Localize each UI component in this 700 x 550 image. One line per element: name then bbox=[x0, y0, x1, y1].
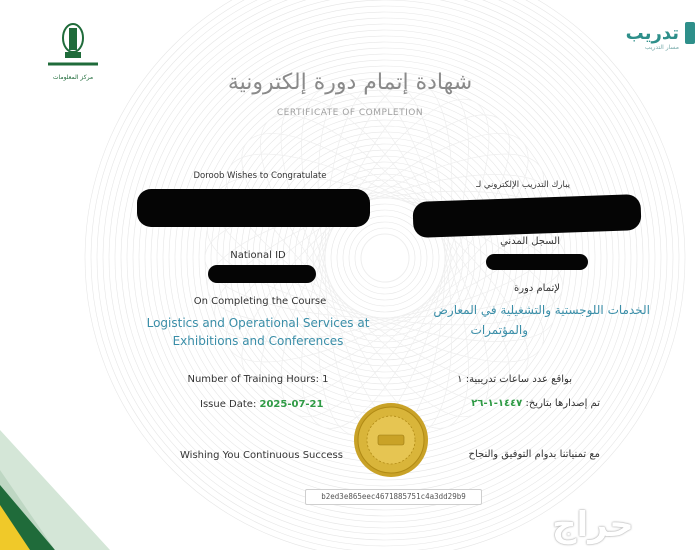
course-name-ar-line1: الخدمات اللوجستية والتشغيلية في المعارض bbox=[433, 303, 650, 317]
brand-mark-icon bbox=[685, 22, 695, 44]
national-id-label-en: National ID bbox=[230, 250, 286, 261]
palm-emblem-icon bbox=[28, 20, 118, 68]
title-english: CERTIFICATE OF COMPLETION bbox=[276, 108, 424, 118]
right-brand-subtitle: مسار التدريب bbox=[644, 44, 679, 51]
issue-date-value-ar: ١٤٤٧-١-٢٦ bbox=[471, 398, 523, 409]
issue-date-ar bbox=[440, 398, 600, 409]
wishing-en: Wishing You Continuous Success bbox=[180, 450, 343, 461]
wishing-ar: مع تمنياتنا بدوام التوفيق والنجاح bbox=[468, 449, 600, 460]
redacted-id-en bbox=[208, 265, 316, 283]
issue-date-en bbox=[200, 399, 350, 410]
gold-seal-icon bbox=[354, 403, 428, 477]
issue-date-value-en: 2025-07-21 bbox=[259, 399, 324, 410]
haraj-watermark: حراج bbox=[552, 505, 634, 545]
congratulate-ar: يبارك التدريب الإلكتروني لـ bbox=[476, 180, 570, 190]
issue-date-label-ar: تم إصدارها بتاريخ: bbox=[525, 398, 600, 409]
course-name-ar-line2: والمؤتمرات bbox=[470, 323, 528, 337]
issue-date-label-en: Issue Date: bbox=[200, 399, 257, 410]
course-name-en-line1: Logistics and Operational Services at bbox=[146, 316, 370, 330]
training-hours-ar: بواقع عدد ساعات تدريبية: ١ bbox=[457, 374, 572, 385]
training-hours-en: Number of Training Hours: 1 bbox=[187, 374, 329, 385]
right-brand-logo bbox=[600, 22, 695, 62]
left-org-text: مركز المعلومات bbox=[52, 74, 94, 81]
completing-label-en: On Completing the Course bbox=[193, 296, 327, 307]
redacted-name-en bbox=[137, 189, 370, 227]
course-name-en-line2: Exhibitions and Conferences bbox=[172, 334, 344, 348]
left-org-logo bbox=[28, 20, 118, 90]
right-brand-text: تدريب bbox=[625, 22, 679, 44]
national-id-label-ar: السجل المدني bbox=[500, 236, 560, 247]
redacted-id-ar bbox=[486, 254, 588, 270]
completing-label-ar: لإتمام دورة bbox=[513, 283, 560, 294]
title-arabic: شهادة إتمام دورة إلكترونية bbox=[227, 70, 473, 95]
verification-code: b2ed3e865eec4671885751c4a3dd29b9 bbox=[305, 489, 482, 505]
congratulate-en: Doroob Wishes to Congratulate bbox=[193, 171, 327, 181]
